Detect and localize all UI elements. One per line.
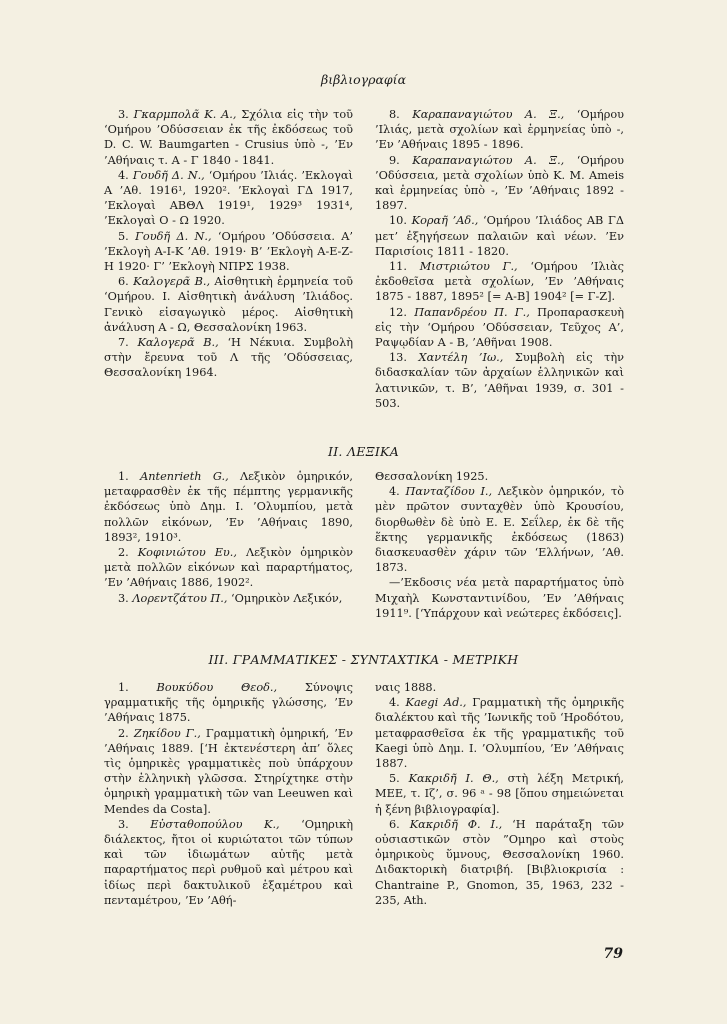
entry-number: 2. <box>118 726 129 740</box>
entry-number: 3. <box>118 817 129 831</box>
bib-entry <box>375 575 624 621</box>
entry-text: ‘Η παράταξη τῶν οὐσιαστικῶν στὸν ”Ομηρο καὶ στοὺς ὁμηρικοὺς ὕμνους, Θεσσαλονίκη 1960. Διδακτορικὴ διατριβή. [Βιβλιοκρισία : Chantraine P., Gnomon, 35, 1963, 232 - 235, Ath. <box>375 817 624 907</box>
bib-entry <box>104 274 353 335</box>
entry-text: ‘Ομήρου ’Οδύσσεια. Α’ ’Εκλογὴ Α-Ι-Κ ’Αθ. 1919· Β’ ’Εκλογὴ Α-Ε-Ζ-Η 1920· Γ’ ’Εκλογὴ ΝΠΡΣ 1938. <box>104 229 354 274</box>
entry-author: Εὐσταθοπούλου Κ., <box>150 817 280 831</box>
entry-number: 6. <box>389 817 400 831</box>
entry-number: 3. <box>118 591 129 605</box>
entry-number: 5. <box>118 229 129 243</box>
entry-author: Καλογερᾶ Β., <box>133 275 211 289</box>
entry-text: ‘Ομήρου ’Ιλιὰς ἐκδοθεῖσα μετὰ σχολίων, ’Εν ’Αθήναις 1875 - 1887, 1895² [= Α-Β] 1904² [= Γ-Ζ]. <box>375 260 625 304</box>
entry-text: Γραμματικὴ ὁμηρική, ’Εν ’Αθήναις 1889. [‘Η ἐκτενέστερη ἀπ’ ὅλες τὶς ὁμηρικὲς γραμματικὲς ποὺ ὑπάρχουν στὴν ἑλληνικὴ γλῶσσα. Στηρίχτηκε στὴν ὁμηρικὴ γραμματικὴ τῶν van Leeuwen καὶ Mendes da Costa]. <box>104 726 353 816</box>
entry-author: Κοφινιώτου Ευ., <box>137 546 237 560</box>
left-column <box>104 469 353 621</box>
entry-number: 4. <box>118 168 129 182</box>
entry-text: Λεξικὸν ὁμηρικόν, τὸ μὲν πρῶτον συνταχθὲν ὑπὸ Κρουσίου, διορθωθὲν δὲ ὑπὸ Ε. Ε. Σεΐλερ, ἐκ δὲ τῆς ἕκτης γερμανικῆς ἐκδόσεως (1863) διασκευασθὲν χάριν τῶν ‘Ελλήνων, ’Αθ. 1873. <box>375 485 624 575</box>
entry-text: ‘Η Νέκυια. Συμβολὴ στὴν ἔρευνα τοῦ Λ τῆς ’Οδύσσειας, Θεσσαλονίκη 1964. <box>104 336 354 380</box>
entry-number: 4. <box>389 485 400 499</box>
entry-text: ‘Ομήρου ’Οδύσσεια, μετὰ σχολίων ὑπὸ K. M. Ameis καὶ ἑρμηνείας ὑπὸ -, ’Εν ’Αθήναις 1892 - 1897. <box>375 153 625 213</box>
entry-author: Μιστριώτου Γ., <box>419 260 518 274</box>
entry-number: 1. <box>118 470 129 483</box>
section-heading-grammar: III. ΓΡΑΜΜΑΤΙΚΕΣ - ΣΥΝΤΑΧΤΙΚΑ - ΜΕΤΡΙΚΗ <box>208 652 519 667</box>
entry-author: Καραπαναγιώτου Α. Ξ., <box>412 153 565 167</box>
bib-entry <box>104 591 353 606</box>
entry-text: Λεξικὸν ὁμηρικόν, μεταφρασθὲν ἐκ τῆς πέμπτης γερμανικῆς ἐκδόσεως ὑπὸ Δημ. Ι. ’Ολυμπίου, μετὰ πολλῶν εἰκόνων, ’Εν ’Αθήναις 1890, 1893², 1910³. <box>104 470 354 544</box>
entry-text: στὴ λέξη Μετρική, ΜΕΕ, τ. Ιζ’, σ. 96 ᵃ - 98 [ὅπου σημειώνεται ἡ ξένη βιβλιογραφία]. <box>375 772 625 816</box>
bib-entry <box>104 545 353 591</box>
bib-entry <box>375 107 624 153</box>
running-head: βιβλιογραφία <box>320 72 407 87</box>
entry-number: 6. <box>118 275 129 289</box>
page-number: 79 <box>603 946 623 962</box>
entry-number: 11. <box>389 260 407 274</box>
entry-author: Ζηκίδου Γ., <box>133 726 201 740</box>
entry-author: Κοραῆ ’Αδ., <box>411 214 479 228</box>
bib-entry <box>104 817 353 908</box>
entry-text: Γραμματικὴ τῆς ὁμηρικῆς διαλέκτου καὶ τῆς ’Ιωνικῆς τοῦ ‘Ηροδότου, μεταφρασθεῖσα ἐκ τῆς γραμματικῆς τοῦ Kaegi ὑπὸ Δημ. Ι. ’Ολυμπίου, ’Εν ’Αθήναις 1887. <box>375 696 625 771</box>
entry-number: 12. <box>389 305 407 319</box>
section-heading-lexika: II. ΛΕΞΙΚΑ <box>327 444 400 459</box>
bib-entry <box>375 695 624 771</box>
entry-author: Χαντέλη ’Ιω., <box>418 351 504 365</box>
entry-text: Λεξικὸν ὁμηρικὸν μετὰ πολλῶν εἰκόνων καὶ παραρτήματος, ’Εν ’Αθήναις 1886, 1902². <box>104 546 353 590</box>
entry-number: 5. <box>389 772 400 786</box>
bib-entry <box>375 350 624 411</box>
bib-entry <box>375 484 624 575</box>
bib-entry <box>104 229 353 275</box>
bib-entry <box>375 680 624 695</box>
left-column <box>104 680 353 908</box>
entry-text: Σύνοψις γραμματικῆς τῆς ὁμηρικῆς γλώσσης, ’Εν ’Αθήναις 1875. <box>104 681 353 725</box>
bib-entry <box>375 213 624 259</box>
right-column <box>375 469 624 621</box>
entry-text: Συμβολὴ εἰς τὴν διδασκαλίαν τῶν ἀρχαίων ἑλληνικῶν καὶ λατινικῶν, τ. Β’, ’Αθῆναι 1939, σ. 301 - 503. <box>375 351 625 410</box>
bib-entry <box>104 168 353 229</box>
bib-entry <box>375 817 624 908</box>
entry-author: Kaegi Ad., <box>405 696 467 710</box>
entry-number: 3. <box>118 108 129 121</box>
entry-number: 4. <box>389 696 400 710</box>
entry-text: Προπαρασκευὴ εἰς τὴν ‘Ομήρου ’Οδύσσειαν, Τεῦχος Α’, Ραψῳδίαν Α - Β, ’Αθῆναι 1908. <box>375 305 625 350</box>
entry-author: Λορεντζάτου Π., <box>132 591 228 605</box>
entry-text: ‘Ομήρου ’Ιλιάς, μετὰ σχολίων καὶ ἑρμηνείας ὑπὸ -, ’Εν ’Αθήναις 1895 - 1896. <box>375 108 625 152</box>
entry-author: Παπανδρέου Π. Γ., <box>414 305 530 319</box>
entry-author: Γουδῆ Δ. Ν., <box>135 229 212 243</box>
section-grammar <box>104 680 624 908</box>
section-lexika <box>104 469 624 621</box>
entry-text: —’Εκδοσις νέα μετὰ παραρτήματος ὑπὸ Μιχαὴλ Κωνσταντινίδου, ’Εν ’Αθήναις 1911⁹. [‘Υπάρχουν καὶ νεώτερες ἐκδόσεις]. <box>375 576 624 620</box>
bib-entry <box>375 771 624 817</box>
entry-number: 13. <box>389 351 407 365</box>
entry-text: ‘Ομηρικὴ διάλεκτος, ἤτοι οἱ κυριώτατοι τῶν τύπων καὶ τῶν ἰδιωμάτων αὐτῆς μετὰ παραρτήματος περὶ ρυθμοῦ καὶ μέτρου καὶ ἰδίως περὶ δακτυλικοῦ ἑξαμέτρου καὶ πενταμέτρου, ’Εν ’Αθή- <box>104 817 353 907</box>
entry-author: Antenrieth G., <box>140 470 229 483</box>
entry-text: ‘Ομήρου ’Ιλιάς. ’Εκλογαὶ Α ’Αθ. 1916¹, 1920². ’Εκλογαὶ ΓΔ 1917, ’Εκλογαὶ ΑΒΘΛ 1919¹, 1929³ 1931⁴, ’Εκλογαὶ Ο - Ω 1920. <box>104 168 353 228</box>
entry-text: Αἰσθητικὴ ἑρμηνεία τοῦ ‘Ομήρου. Ι. Αἰσθητικὴ ἀνάλυση ’Ιλιάδος. Γενικὸ εἰσαγωγικὸ μέρος. Αἰσθητικὴ ἀνάλυση Α - Ω, Θεσσαλονίκη 1963. <box>104 275 353 334</box>
entry-author: Βουκύδου Θεοδ., <box>156 681 278 694</box>
bib-entry <box>375 305 624 351</box>
bib-entry <box>104 335 353 381</box>
entry-number: 2. <box>118 546 129 560</box>
right-column <box>375 107 624 411</box>
right-column <box>375 680 624 908</box>
bib-entry <box>104 107 353 168</box>
entry-author: Γουδῆ Δ. Ν., <box>132 168 205 182</box>
entry-author: Κακριδῆ Ι. Θ., <box>408 772 499 786</box>
bib-entry <box>375 469 624 484</box>
entry-text: ναις 1888. <box>375 681 437 694</box>
bib-entry <box>375 153 624 214</box>
entry-author: Κακριδῆ Φ. Ι., <box>409 817 503 831</box>
entry-text: Θεσσαλονίκη 1925. <box>375 470 489 483</box>
entry-author: Πανταζίδου Ι., <box>405 485 493 499</box>
bib-entry <box>375 259 624 305</box>
left-column <box>104 107 353 411</box>
entry-author: Καλογερᾶ Β., <box>137 336 219 350</box>
entry-number: 10. <box>389 214 407 228</box>
entry-number: 8. <box>389 108 400 121</box>
bib-entry <box>104 680 353 726</box>
entry-text: ‘Ομηρικὸν Λεξικόν, <box>231 591 343 605</box>
entry-number: 9. <box>389 153 400 167</box>
entry-author: Καραπαναγιώτου Α. Ξ., <box>412 108 565 121</box>
section-editions <box>104 107 624 411</box>
bib-entry <box>104 726 353 817</box>
bib-entry <box>104 469 353 545</box>
entry-number: 7. <box>118 336 129 350</box>
entry-author: Γκαρμπολᾶ Κ. Α., <box>133 108 237 121</box>
entry-text: Σχόλια εἰς τὴν τοῦ ‘Ομήρου ’Οδύσσειαν ἐκ τῆς ἐκδόσεως τοῦ D. C. W. Baumgarten - Crusius ὑπὸ -, ’Εν ’Αθήναις τ. Α - Γ 1840 - 1841. <box>104 108 353 167</box>
entry-text: ‘Ομήρου ’Ιλιάδος ΑΒ ΓΔ μετ’ ἐξηγήσεων παλαιῶν καὶ νέων. ’Εν Παρισίοις 1811 - 1820. <box>375 214 625 258</box>
entry-number: 1. <box>118 681 129 694</box>
